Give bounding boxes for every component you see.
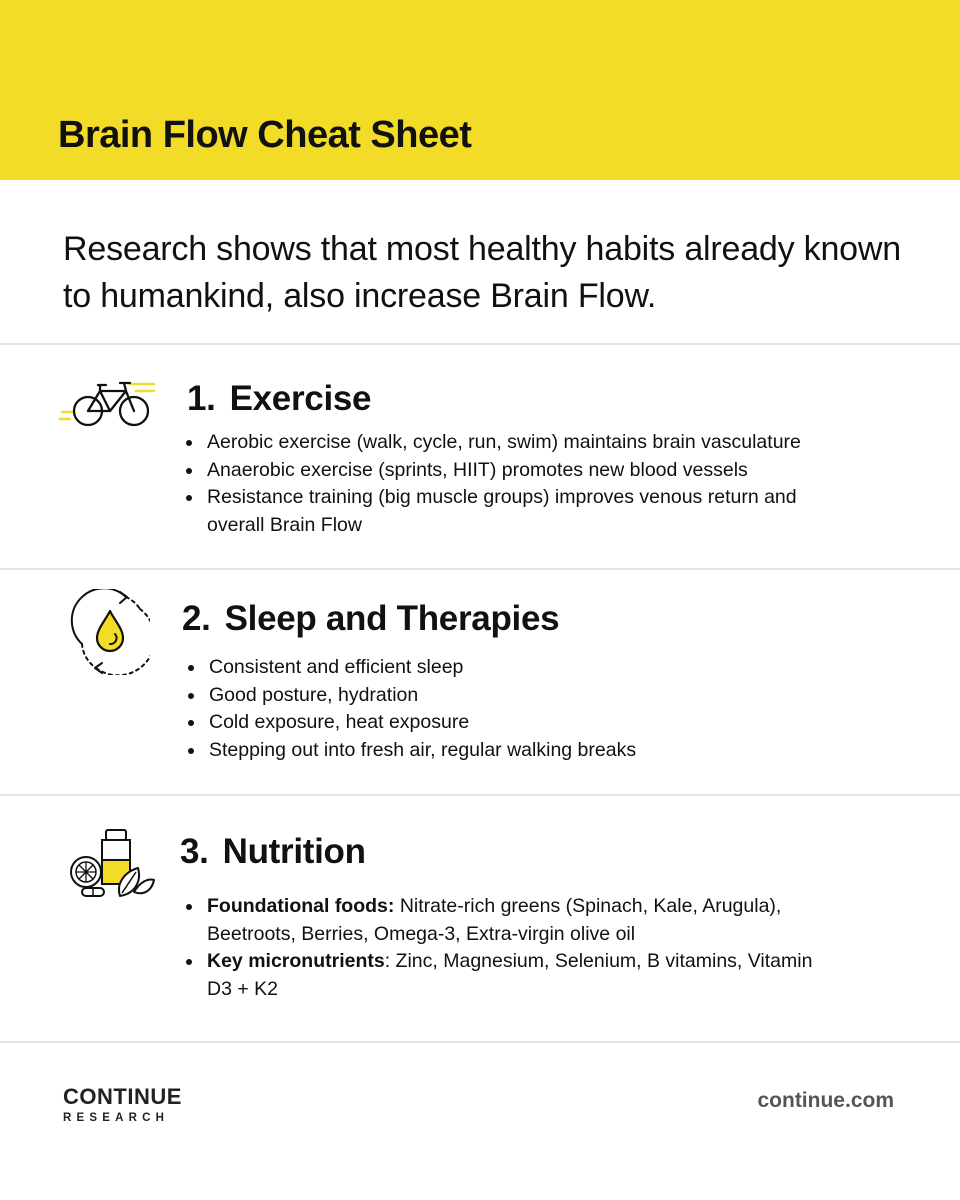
exercise-list	[183, 429, 863, 539]
water-drop-cycle-icon	[70, 589, 150, 680]
section-number: 3.	[180, 832, 209, 871]
list-item	[183, 893, 833, 948]
nutrition-list	[183, 893, 833, 1003]
company-logo	[63, 1086, 182, 1125]
list-item-label: Foundational foods:	[207, 895, 395, 917]
section-title-nutrition	[180, 834, 366, 869]
logo-line-2: RESEARCH	[63, 1112, 170, 1124]
section-title-text: Sleep and Therapies	[224, 599, 560, 638]
divider	[0, 568, 960, 570]
list-item: Good posture, hydration	[185, 682, 865, 710]
bicycle-icon	[58, 374, 158, 439]
section-number: 2.	[182, 599, 211, 638]
section-title-text: Exercise	[229, 379, 372, 418]
list-item-text: Nitrate-rich greens (Spinach, Kale, Arugula), Beetroots, Berries, Omega-3, Extra-virgin olive oil	[207, 895, 782, 945]
list-item: Resistance training (big muscle groups) improves venous return and overall Brain Flow	[183, 484, 823, 539]
section-title-sleep	[182, 601, 559, 636]
list-item: Cold exposure, heat exposure	[185, 709, 865, 737]
logo-line-1: CONTINUE	[63, 1084, 182, 1109]
list-item: Anaerobic exercise (sprints, HIIT) promotes new blood vessels	[183, 457, 863, 485]
website-link[interactable]: continue.com	[757, 1089, 894, 1112]
list-item-text: : Zinc, Magnesium, Selenium, B vitamins, Vitamin D3 + K2	[207, 950, 813, 1000]
header-banner	[0, 0, 960, 180]
section-title-exercise	[187, 381, 371, 416]
intro-text: Research shows that most healthy habits already known to humankind, also increase Brain Flow.	[63, 230, 901, 315]
section-number: 1.	[187, 379, 216, 418]
list-item: Stepping out into fresh air, regular walking breaks	[185, 737, 865, 765]
list-item	[183, 948, 833, 1003]
list-item: Aerobic exercise (walk, cycle, run, swim) maintains brain vasculature	[183, 429, 863, 457]
list-item-label: Key micronutrients	[207, 950, 385, 972]
divider	[0, 1041, 960, 1043]
sleep-list	[185, 654, 865, 764]
nutrition-icon	[64, 826, 156, 905]
divider	[0, 343, 960, 345]
divider	[0, 794, 960, 796]
page-title: Brain Flow Cheat Sheet	[58, 114, 472, 156]
list-item: Consistent and efficient sleep	[185, 654, 865, 682]
section-title-text: Nutrition	[222, 832, 366, 871]
